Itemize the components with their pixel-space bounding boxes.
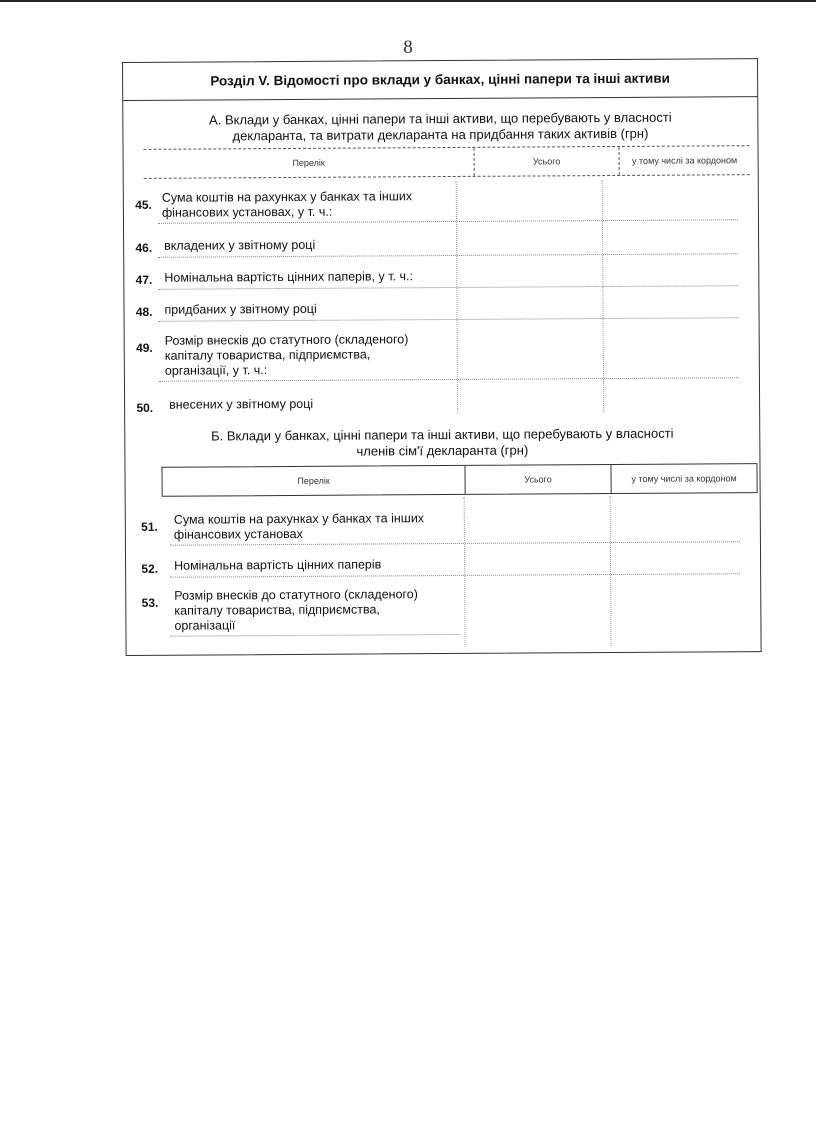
row-number: 46. xyxy=(135,240,153,255)
row-label: Сума коштів на рахунках у банках та інших фінансових установах xyxy=(173,511,425,542)
row-label: Розмір внесків до статутного (складеного) капіталу товариства, підприємства, організації, у т. ч.: xyxy=(164,332,409,378)
part-b-title-line-2: членів сім'ї декларанта (грн) xyxy=(356,442,529,459)
part-b-col-list: Перелік xyxy=(297,475,330,486)
row-number: 50. xyxy=(136,400,154,415)
part-b-col-abroad: у тому числі за кордоном xyxy=(610,464,756,493)
row-52-fill-line xyxy=(170,573,740,577)
row-48-fill-line xyxy=(159,317,739,322)
part-a-table-header xyxy=(144,145,750,179)
row-51 xyxy=(126,509,762,542)
part-a-title-line-2: декларанта, та витрати декларанта на придбання таких активів (грн) xyxy=(232,125,649,144)
part-a-total-column-divider xyxy=(456,181,458,413)
part-b-col-total: Усього xyxy=(464,465,610,494)
row-53-fill-line xyxy=(171,634,461,637)
row-46 xyxy=(124,235,760,255)
row-47-fill-line xyxy=(158,285,738,290)
row-number: 49. xyxy=(136,340,153,355)
row-48 xyxy=(124,299,760,319)
row-label: вкладених у звітному році xyxy=(164,237,316,253)
section-title: Розділ V. Відомості про вклади у банках, цінні папери та інші активи xyxy=(123,59,757,101)
row-53 xyxy=(126,585,762,633)
row-50 xyxy=(125,394,761,415)
row-46-fill-line xyxy=(158,253,738,258)
row-number: 48. xyxy=(135,304,153,319)
row-label: Номінальна вартість цінних паперів xyxy=(174,557,382,573)
part-b-title-line-1: Б. Вклади у банках, цінні папери та інші активи, що перебувають у власності xyxy=(210,425,674,444)
row-52 xyxy=(126,555,762,576)
row-label: Розмір внесків до статутного (складеного) капіталу товариства, підприємства, організації xyxy=(174,587,418,633)
part-b-table-header xyxy=(161,463,757,497)
row-45 xyxy=(124,187,760,220)
row-47 xyxy=(124,267,760,287)
top-border-line xyxy=(0,0,816,2)
part-a-col-list: Перелік xyxy=(292,157,325,168)
row-number: 51. xyxy=(141,519,158,534)
page-number: 8 xyxy=(403,37,413,58)
row-label: придбаних у звітному році xyxy=(164,301,317,317)
row-number: 47. xyxy=(135,272,153,287)
row-label: внесених у звітному році xyxy=(169,396,314,412)
row-label: Номінальна вартість цінних паперів, у т. ч.: xyxy=(164,269,413,285)
row-number: 53. xyxy=(141,595,159,610)
declaration-form-section-v xyxy=(122,58,762,656)
part-b-abroad-column-divider xyxy=(610,496,612,646)
part-b-total-column-divider xyxy=(464,497,466,647)
row-label: Сума коштів на рахунках у банках та інших фінансових установах, у т. ч.: xyxy=(161,189,413,220)
part-a-col-total: Усього xyxy=(474,147,619,176)
row-number: 52. xyxy=(141,561,159,576)
part-a-abroad-column-divider xyxy=(602,180,604,412)
row-number: 45. xyxy=(135,197,152,212)
row-49 xyxy=(125,330,761,378)
part-a-title-line-1: А. Вклади у банках, цінні папери та інші активи, що перебувають у власності xyxy=(208,109,672,128)
part-a-col-abroad: у тому числі за кордоном xyxy=(619,146,750,175)
